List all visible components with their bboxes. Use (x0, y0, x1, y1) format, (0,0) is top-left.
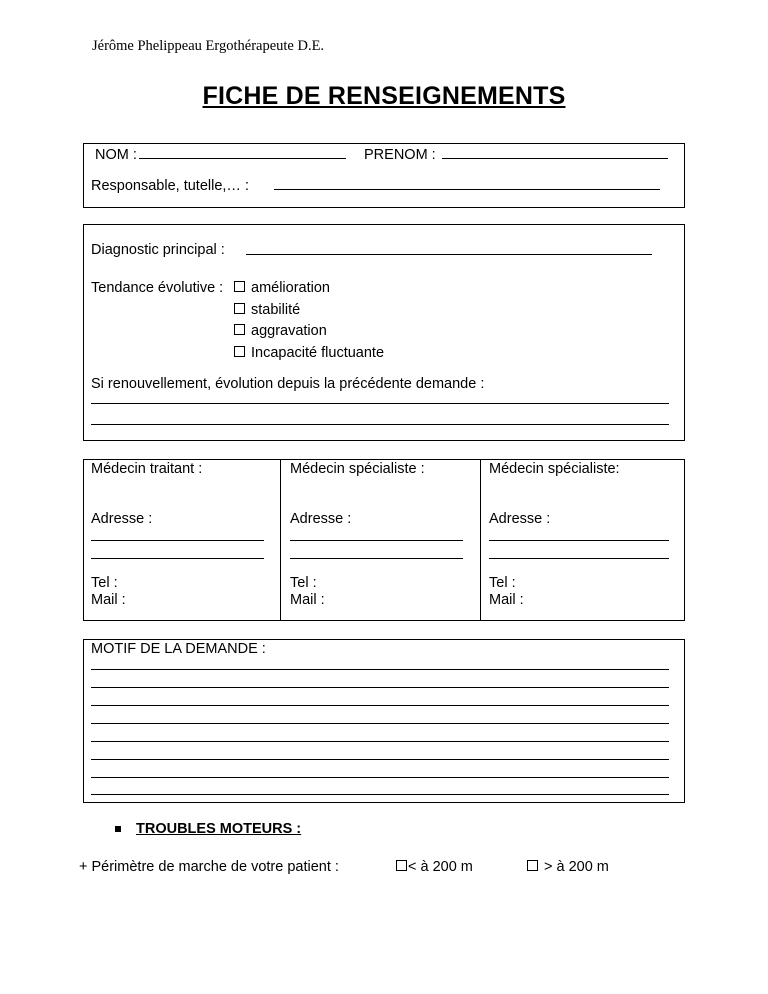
motif-field-line[interactable] (91, 741, 669, 742)
motif-field-line[interactable] (91, 705, 669, 706)
motif-field-line[interactable] (91, 777, 669, 778)
diagnostic-field[interactable] (246, 254, 652, 255)
medecin-traitant-adresse-field[interactable] (91, 558, 264, 559)
checkbox-icon[interactable] (234, 281, 245, 292)
perimetre-option-more[interactable] (527, 858, 609, 876)
medecin-specialiste-2-adresse-field[interactable] (489, 540, 669, 541)
responsable-label: Responsable, tutelle,… : (91, 178, 249, 194)
tendance-option-amelioration[interactable] (234, 279, 330, 297)
checkbox-icon[interactable] (234, 303, 245, 314)
tendance-option-stabilite[interactable] (234, 301, 300, 319)
column-divider (480, 460, 481, 620)
renouvellement-field-line[interactable] (91, 424, 669, 425)
option-label: aggravation (251, 323, 327, 339)
identity-section (83, 143, 685, 208)
medecin-traitant-adresse-label: Adresse : (91, 511, 153, 527)
option-label: Incapacité fluctuante (251, 345, 385, 361)
motif-section (83, 639, 685, 803)
medecin-traitant-adresse-field[interactable] (91, 540, 264, 541)
medecin-specialiste-2-adresse-field[interactable] (489, 558, 669, 559)
checkbox-icon[interactable] (234, 346, 245, 357)
motif-field-line[interactable] (91, 794, 669, 795)
medecin-specialiste-1-tel-label: Tel : (290, 575, 317, 591)
medecin-specialiste-2-mail-label: Mail : (489, 592, 524, 608)
medecin-traitant-mail-label: Mail : (91, 592, 126, 608)
prenom-label: PRENOM : (364, 147, 436, 163)
document-header-author: Jérôme Phelippeau Ergothérapeute D.E. (92, 38, 325, 54)
motif-label: MOTIF DE LA DEMANDE : (91, 641, 266, 657)
nom-label: NOM : (95, 147, 137, 163)
nom-field[interactable] (139, 158, 346, 159)
option-label: < à 200 m (408, 859, 473, 875)
tendance-option-fluctuante[interactable] (234, 344, 384, 362)
option-label: > à 200 m (544, 859, 609, 875)
motif-field-line[interactable] (91, 759, 669, 760)
tendance-option-aggravation[interactable] (234, 322, 327, 340)
renouvellement-label: Si renouvellement, évolution depuis la précédente demande : (91, 376, 485, 392)
checkbox-icon[interactable] (234, 324, 245, 335)
medecin-specialiste-2-adresse-label: Adresse : (489, 511, 551, 527)
prenom-field[interactable] (442, 158, 668, 159)
responsable-field[interactable] (274, 189, 660, 190)
checkbox-icon[interactable] (396, 860, 407, 871)
medecin-specialiste-2-title: Médecin spécialiste: (489, 461, 620, 477)
medecin-specialiste-1-title: Médecin spécialiste : (290, 461, 425, 477)
perimetre-label: + Périmètre de marche de votre patient : (79, 859, 339, 875)
medecins-section (83, 459, 685, 621)
column-divider (280, 460, 281, 620)
medecin-specialiste-2-tel-label: Tel : (489, 575, 516, 591)
checkbox-icon[interactable] (527, 860, 538, 871)
renouvellement-field-line[interactable] (91, 403, 669, 404)
option-label: stabilité (251, 302, 301, 318)
bullet-icon (115, 826, 121, 832)
medecin-specialiste-1-mail-label: Mail : (290, 592, 325, 608)
option-label: amélioration (251, 280, 330, 296)
diagnostic-section (83, 224, 685, 441)
troubles-moteurs-heading: TROUBLES MOTEURS : (136, 821, 302, 837)
motif-field-line[interactable] (91, 669, 669, 670)
perimetre-option-less[interactable] (396, 858, 473, 876)
medecin-specialiste-1-adresse-field[interactable] (290, 558, 463, 559)
page-title: FICHE DE RENSEIGNEMENTS (202, 82, 566, 110)
medecin-traitant-title: Médecin traitant : (91, 461, 203, 477)
motif-field-line[interactable] (91, 723, 669, 724)
medecin-specialiste-1-adresse-label: Adresse : (290, 511, 352, 527)
tendance-label: Tendance évolutive : (91, 280, 224, 296)
motif-field-line[interactable] (91, 687, 669, 688)
diagnostic-label: Diagnostic principal : (91, 242, 225, 258)
medecin-traitant-tel-label: Tel : (91, 575, 118, 591)
medecin-specialiste-1-adresse-field[interactable] (290, 540, 463, 541)
